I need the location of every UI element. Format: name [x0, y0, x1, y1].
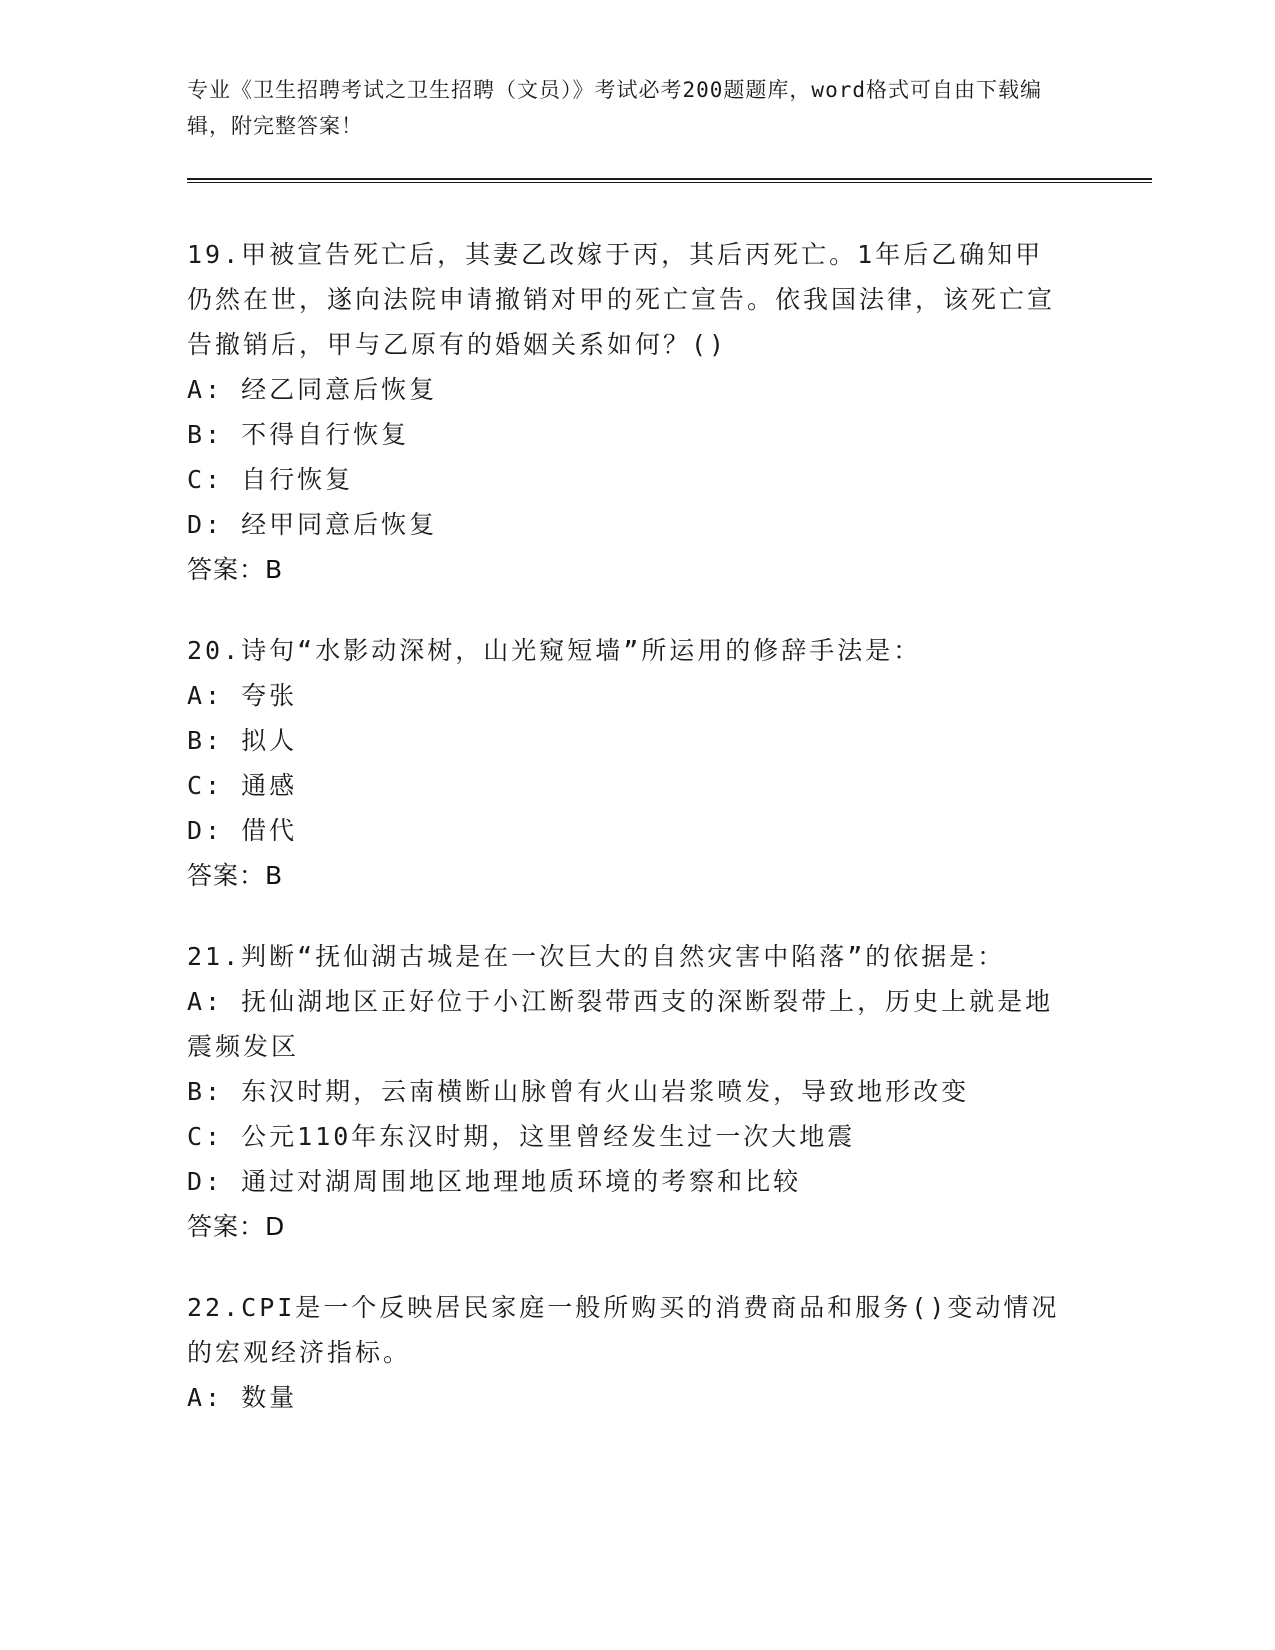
option-b: B: 东汉时期，云南横断山脉曾有火山岩浆喷发，导致地形改变	[187, 1077, 970, 1106]
document-header: 专业《卫生招聘考试之卫生招聘（文员）》考试必考200题题库，word格式可自由下载编辑，附完整答案！	[187, 78, 1042, 138]
option-a: A: 抚仙湖地区正好位于小江断裂带西支的深断裂带上，历史上就是地震频发区	[187, 987, 1054, 1061]
option-a: A: 经乙同意后恢复	[187, 375, 438, 404]
question-list	[187, 232, 1067, 1456]
question-stem: 20.诗句“水影动深树，山光窥短墙”所运用的修辞手法是：	[187, 636, 922, 665]
question-stem: 22.CPI是一个反映居民家庭一般所购买的消费商品和服务()变动情况的宏观经济指标。	[187, 1293, 1060, 1367]
option-c: C: 通感	[187, 771, 298, 800]
option-c: C: 自行恢复	[187, 465, 354, 494]
option-d: D: 经甲同意后恢复	[187, 510, 438, 539]
option-c: C: 公元110年东汉时期，这里曾经发生过一次大地震	[187, 1122, 856, 1151]
answer-label: 答案：D	[187, 1212, 286, 1241]
option-a: A: 数量	[187, 1383, 298, 1412]
option-d: D: 通过对湖周围地区地理地质环境的考察和比较	[187, 1167, 802, 1196]
question-19	[187, 232, 1067, 592]
option-b: B: 不得自行恢复	[187, 420, 410, 449]
header-divider	[187, 178, 1152, 183]
question-20	[187, 628, 1067, 898]
option-d: D: 借代	[187, 816, 298, 845]
answer-label: 答案：B	[187, 555, 284, 584]
option-a: A: 夸张	[187, 681, 298, 710]
question-stem: 21.判断“抚仙湖古城是在一次巨大的自然灾害中陷落”的依据是：	[187, 942, 1006, 971]
answer-label: 答案：B	[187, 861, 284, 890]
question-stem: 19.甲被宣告死亡后，其妻乙改嫁于丙，其后丙死亡。1年后乙确知甲仍然在世，遂向法院申请撤销对甲的死亡宣告。依我国法律，该死亡宣告撤销后，甲与乙原有的婚姻关系如何？()	[187, 240, 1056, 359]
option-b: B: 拟人	[187, 726, 298, 755]
question-21	[187, 934, 1067, 1249]
question-22	[187, 1285, 1067, 1420]
